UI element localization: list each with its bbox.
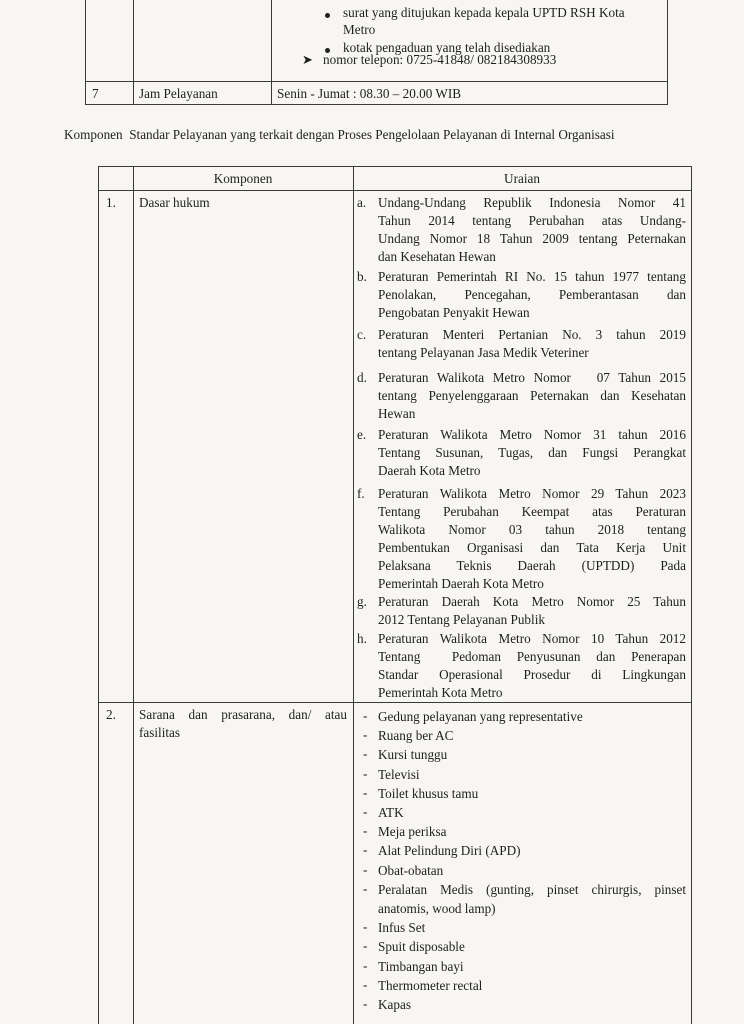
- dash-marker: -: [363, 823, 368, 839]
- facility-item: Kapas: [378, 997, 411, 1012]
- dash-marker: -: [363, 708, 368, 723]
- list-item: Peraturan Walikota Metro Nomor 07 Tahun 2015 tentang Penyelenggaraan Peternakan dan Kesehatan Hewan: [378, 370, 686, 421]
- header-uraian: Uraian: [504, 171, 540, 186]
- list-letter: c.: [357, 327, 367, 342]
- dash-marker: -: [363, 976, 368, 992]
- list-letter: e.: [357, 427, 367, 442]
- dash-marker: -: [363, 919, 368, 935]
- bullet-icon: [325, 13, 330, 18]
- bullet-item-text: kotak pengaduan yang telah disediakan: [343, 40, 551, 55]
- section-title: Komponen Standar Pelayanan yang terkait dengan Proses Pengelolaan Pelayanan di Internal Organisasi: [64, 127, 615, 142]
- list-item: Peraturan Walikota Metro Nomor 29 Tahun 2023 Tentang Perubahan Keempat atas Peraturan Walikota Nomor 03 tahun 2018 tentang Pembentukan Organisasi dan Tata Kerja Unit Pelaksana Teknis Daerah (UPTDD) Pada Pemerintah Daerah Kota Metro: [378, 486, 686, 591]
- dash-marker: -: [363, 842, 368, 858]
- row-label: Jam Pelayanan: [139, 86, 218, 101]
- dash-marker: -: [363, 727, 368, 743]
- row-number: 2.: [106, 707, 116, 722]
- facility-item: Timbangan bayi: [378, 958, 464, 974]
- row-component: Sarana dan prasarana, dan/ atau fasilitas: [139, 707, 347, 740]
- dash-marker: -: [363, 861, 368, 877]
- facility-item: ATK: [378, 805, 404, 820]
- phone-item-text: nomor telepon: 0725-41848/ 082184308933: [323, 52, 557, 67]
- dash-marker: -: [363, 957, 368, 973]
- list-letter: a.: [357, 195, 367, 210]
- facility-item: Gedung pelayanan yang representative: [378, 709, 583, 724]
- arrow-icon: ➤: [302, 52, 314, 67]
- facility-item: Toilet khusus tamu: [378, 785, 479, 801]
- facility-item: Meja periksa: [378, 824, 447, 840]
- facility-item: Infus Set: [378, 920, 426, 936]
- list-letter: g.: [357, 594, 367, 609]
- facility-item: Peralatan Medis (gunting, pinset chirurgis, pinset anatomis, wood lamp): [378, 881, 686, 916]
- facility-item: Kursi tunggu: [378, 747, 448, 763]
- dash-marker: -: [363, 880, 368, 896]
- list-letter: d.: [357, 370, 367, 385]
- row-number: 1.: [106, 195, 116, 210]
- list-letter: f.: [357, 486, 365, 501]
- dash-marker: -: [363, 804, 368, 819]
- facility-item: Spuit disposable: [378, 939, 465, 955]
- facility-item: Obat-obatan: [378, 862, 444, 878]
- dash-marker: -: [363, 996, 368, 1011]
- list-item: Peraturan Walikota Metro Nomor 10 Tahun 2012 Tentang Pedoman Penyusunan dan Penerapan Standar Operasional Prosedur di Lingkungan Pemerintah Kota Metro: [378, 631, 686, 700]
- row-value: Senin - Jumat : 08.30 – 20.00 WIB: [277, 86, 462, 101]
- facility-item: Ruang ber AC: [378, 728, 454, 744]
- row-number: 7: [92, 86, 99, 101]
- list-item: Undang-Undang Republik Indonesia Nomor 41 Tahun 2014 tentang Perubahan atas Undang- Undang Nomor 18 Tahun 2009 tentang Peternakan dan Kesehatan Hewan: [378, 195, 686, 264]
- list-letter: b.: [357, 269, 367, 284]
- dash-marker: -: [363, 746, 368, 762]
- facility-item: Alat Pelindung Diri (APD): [378, 843, 521, 859]
- bullet-item-text: surat yang ditujukan kepada kepala UPTD RSH Kota: [343, 5, 625, 20]
- bullet-item-text: Metro: [343, 22, 376, 37]
- dash-marker: -: [363, 765, 368, 781]
- dash-marker: -: [363, 938, 368, 954]
- list-letter: h.: [357, 631, 367, 646]
- facility-item: Televisi: [378, 766, 420, 782]
- list-item: Peraturan Pemerintah RI No. 15 tahun 1977 tentang Penolakan, Pencegahan, Pemberantasan dan Pengobatan Penyakit Hewan: [378, 269, 686, 320]
- facility-item: Thermometer rectal: [378, 977, 483, 993]
- row-component: Dasar hukum: [139, 195, 210, 210]
- header-komponen: Komponen: [213, 171, 273, 186]
- dash-marker: -: [363, 784, 368, 800]
- list-item: Peraturan Menteri Pertanian No. 3 tahun 2019 tentang Pelayanan Jasa Medik Veteriner: [378, 327, 686, 360]
- list-item: Peraturan Daerah Kota Metro Nomor 25 Tahun 2012 Tentang Pelayanan Publik: [378, 594, 686, 627]
- list-item: Peraturan Walikota Metro Nomor 31 tahun 2016 Tentang Susunan, Tugas, dan Fungsi Perangkat Daerah Kota Metro: [378, 427, 686, 478]
